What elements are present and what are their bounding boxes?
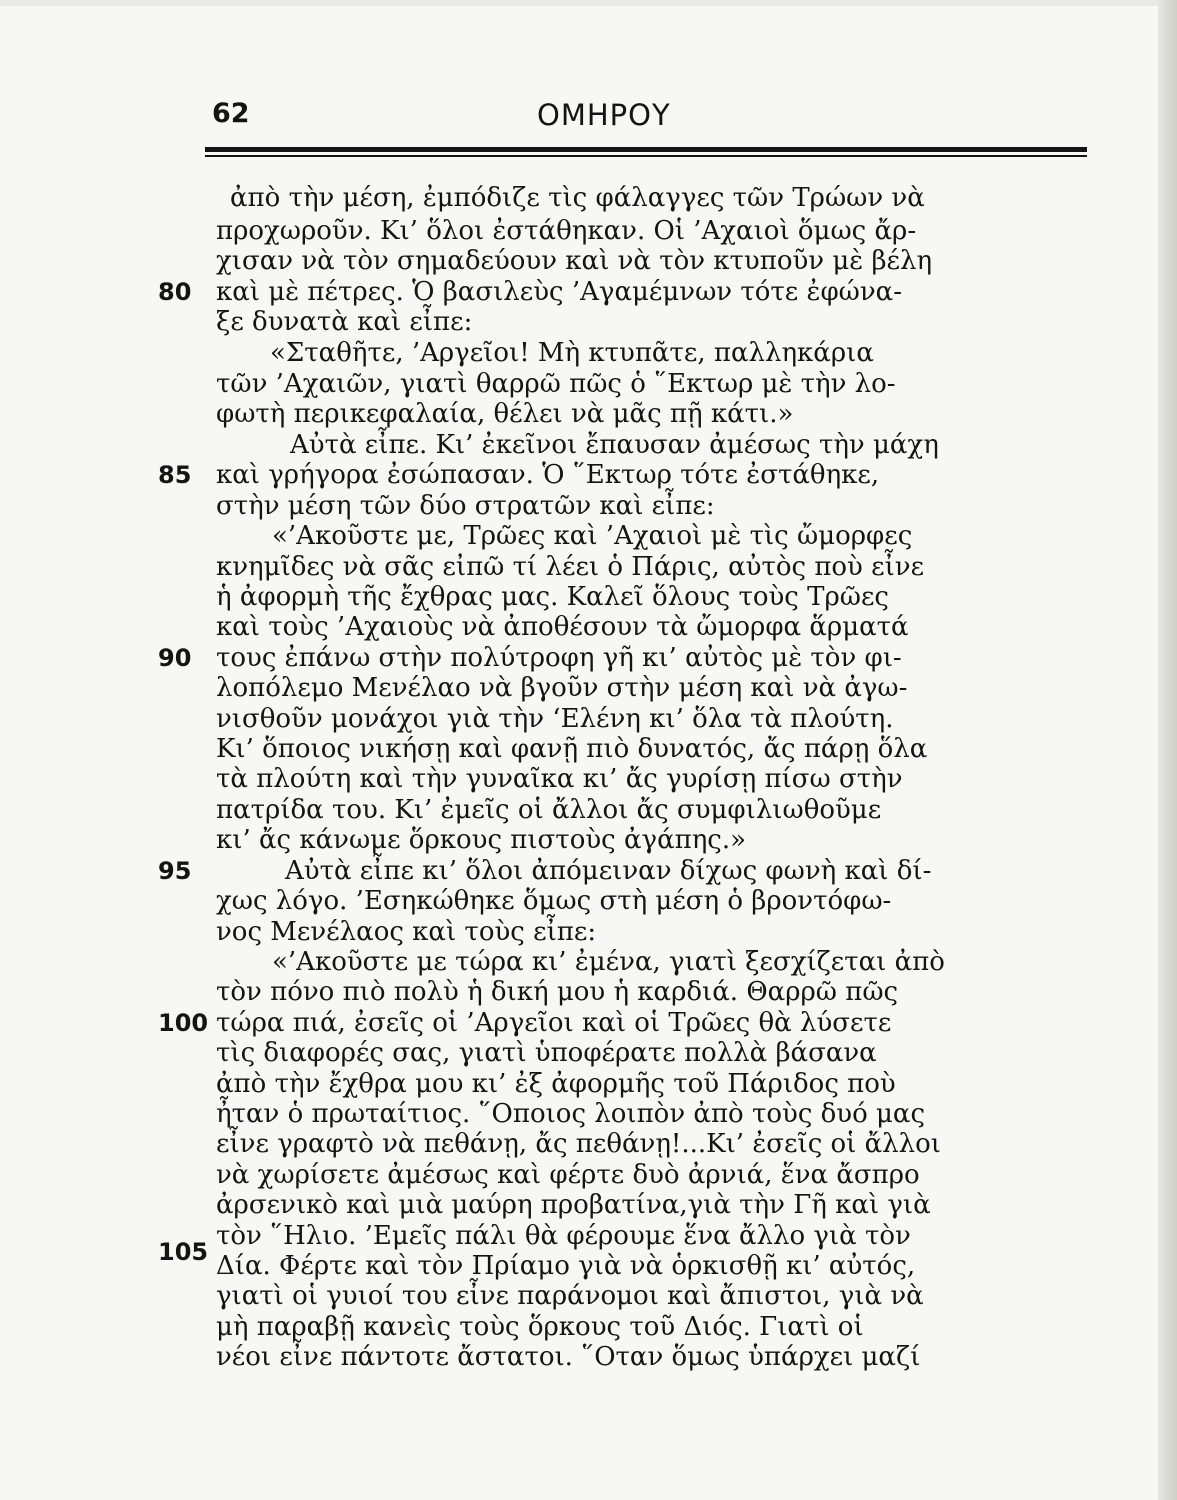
text-line: ἦταν ὁ πρωταίτιος. ῞Οποιος λοιπὸν ἀπὸ τοὺς δυό μας	[216, 1099, 926, 1129]
text-line: «’Ακοῦστε με, Τρῶες καὶ ’Αχαιοὶ μὲ τὶς ὤμορφες	[272, 521, 913, 551]
text-line: καὶ τοὺς ’Αχαιοὺς νὰ ἀποθέσουν τὰ ὤμορφα ἅρματά	[216, 612, 909, 642]
header-rule-thin	[205, 155, 1087, 157]
text-line: χως λόγο. ’Εσηκώθηκε ὅμως στὴ μέση ὁ βροντόφω-	[216, 886, 892, 916]
text-line: νέοι εἶνε πάντοτε ἄστατοι. ῞Οταν ὅμως ὑπάρχει μαζί	[216, 1342, 921, 1372]
text-line: μὴ παραβῇ κανεὶς τοὺς ὅρκους τοῦ Διός. Γιατὶ οἱ	[216, 1312, 864, 1342]
text-line: χισαν νὰ τὸν σημαδεύουν καὶ νὰ τὸν κτυποῦν μὲ βέλη	[216, 246, 933, 276]
verse-number: 90	[158, 644, 192, 672]
text-line: τώρα πιά, ἐσεῖς οἱ ’Αργεῖοι καὶ οἱ Τρῶες θὰ λύσετε	[216, 1008, 892, 1038]
text-line: εἶνε γραφτὸ νὰ πεθάνῃ, ἄς πεθάνῃ!...Κι’ ἐσεῖς οἱ ἄλλοι	[216, 1129, 941, 1159]
page-right-edge	[1158, 0, 1177, 1500]
text-line: Αὐτὰ εἶπε κι’ ὅλοι ἀπόμειναν δίχως φωνὴ καὶ δί-	[285, 856, 932, 886]
text-line: τὶς διαφορές σας, γιατὶ ὑποφέρατε πολλὰ βάσανα	[216, 1038, 877, 1068]
verse-number: 80	[158, 278, 192, 306]
text-line: στὴν μέση τῶν δύο στρατῶν καὶ εἶπε:	[216, 491, 715, 521]
text-line: λοπόλεμο Μενέλαο νὰ βγοῦν στὴν μέση καὶ νὰ ἀγω-	[216, 673, 908, 703]
text-line: τὸν πόνο πιὸ πολὺ ἡ δική μου ἡ καρδιά. Θαρρῶ πῶς	[216, 977, 899, 1007]
verse-number: 95	[158, 857, 192, 885]
text-line: ἀρσενικὸ καὶ μιὰ μαύρη προβατίνα,γιὰ τὴν Γῆ καὶ γιὰ	[216, 1190, 931, 1220]
page-top-edge	[0, 0, 1177, 6]
text-line: τους ἐπάνω στὴν πολύτροφη γῆ κι’ αὐτὸς μὲ τὸν φι-	[216, 643, 902, 673]
text-line: «Σταθῆτε, ’Αργεῖοι! Μὴ κτυπᾶτε, παλληκάρια	[270, 338, 874, 368]
running-title: ΟΜΗΡΟΥ	[537, 98, 671, 132]
text-line: φωτὴ περικεφαλαία, θέλει νὰ μᾶς πῇ κάτι.»	[216, 399, 794, 429]
text-line: «’Ακοῦστε με τώρα κι’ ἐμένα, γιατὶ ξεσχίζεται ἀπὸ	[272, 947, 945, 977]
text-line: γιατὶ οἱ γυιοί του εἶνε παράνομοι καὶ ἄπιστοι, γιὰ νὰ	[216, 1281, 924, 1311]
text-line: καὶ γρήγορα ἐσώπασαν. Ὁ ῞Εκτωρ τότε ἐστάθηκε,	[216, 460, 880, 490]
text-line: Αὐτὰ εἶπε. Κι’ ἐκεῖνοι ἔπαυσαν ἀμέσως τὴν μάχη	[290, 430, 939, 460]
text-line: Δία. Φέρτε καὶ τὸν Πρίαμο γιὰ νὰ ὁρκισθῇ κι’ αὐτός,	[216, 1251, 916, 1281]
text-line: ξε δυνατὰ καὶ εἶπε:	[216, 307, 473, 337]
header-rule-thick	[205, 147, 1087, 152]
page-number: 62	[212, 98, 250, 129]
verse-number: 85	[158, 461, 192, 489]
text-line: κνημῖδες νὰ σᾶς εἰπῶ τί λέει ὁ Πάρις, αὐτὸς ποὺ εἶνε	[216, 552, 925, 582]
text-line: νισθοῦν μονάχοι γιὰ τὴν ‘Ελένη κι’ ὅλα τὰ πλούτη.	[216, 704, 894, 734]
text-line: ἀπὸ τὴν ἔχθρα μου κι’ ἐξ ἀφορμῆς τοῦ Πάριδος ποὺ	[216, 1069, 896, 1099]
text-line: καὶ μὲ πέτρες. Ὁ βασιλεὺς ’Αγαμέμνων τότε ἐφώνα-	[216, 277, 903, 307]
text-line: ἡ ἀφορμὴ τῆς ἔχθρας μας. Καλεῖ ὅλους τοὺς Τρῶες	[216, 582, 889, 612]
text-line: Κι’ ὅποιος νικήσῃ καὶ φανῇ πιὸ δυνατός, ἄς πάρῃ ὅλα	[216, 734, 928, 764]
text-line: νὰ χωρίσετε ἀμέσως καὶ φέρτε δυὸ ἀρνιά, ἕνα ἄσπρο	[216, 1160, 920, 1190]
text-line: προχωροῦν. Κι’ ὅλοι ἐστάθηκαν. Οἱ ’Αχαιοὶ ὅμως ἄρ-	[216, 216, 917, 246]
text-line: τῶν ’Αχαιῶν, γιατὶ θαρρῶ πῶς ὁ ῞Εκτωρ μὲ τὴν λο-	[216, 369, 896, 399]
text-line: ἀπὸ τὴν μέση, ἐμπόδιζε τὶς φάλαγγες τῶν Τρώων νὰ	[230, 183, 925, 213]
text-line: νος Μενέλαος καὶ τοὺς εἶπε:	[216, 917, 597, 947]
text-line: κι’ ἄς κάνωμε ὅρκους πιστοὺς ἀγάπης.»	[216, 825, 747, 855]
text-line: πατρίδα του. Κι’ ἐμεῖς οἱ ἄλλοι ἄς συμφιλιωθοῦμε	[216, 795, 882, 825]
text-line: τὸν ῞Ηλιο. ’Εμεῖς πάλι θὰ φέρουμε ἕνα ἄλλο γιὰ τὸν	[216, 1221, 911, 1251]
verse-number: 105	[158, 1238, 209, 1266]
text-line: τὰ πλούτη καὶ τὴν γυναῖκα κι’ ἄς γυρίσῃ πίσω στὴν	[216, 764, 903, 794]
verse-number: 100	[158, 1009, 209, 1037]
